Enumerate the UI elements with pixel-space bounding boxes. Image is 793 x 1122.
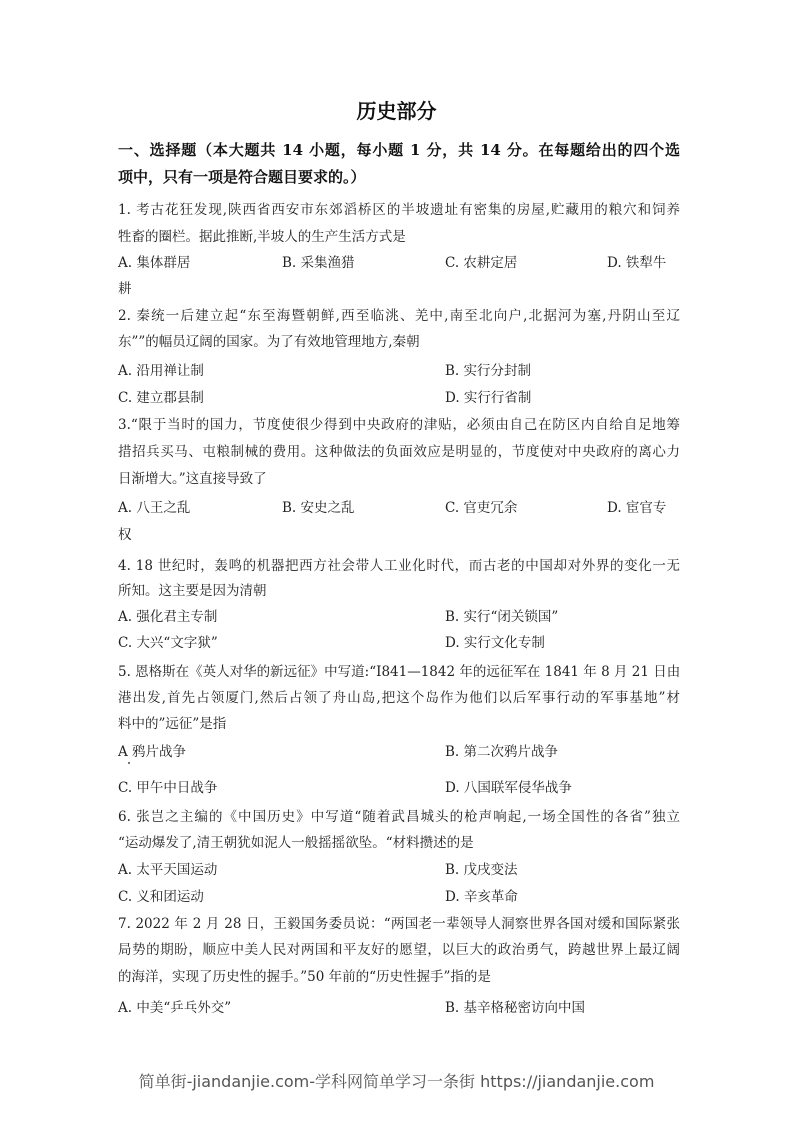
option-b: B. 实行分封制 <box>445 363 532 379</box>
option-c: C. 甲午中日战争 <box>118 780 218 796</box>
option-a: A. 沿用禅让制 <box>118 363 204 379</box>
option-d: D. 宦官专 <box>607 500 667 516</box>
option-d: D. 实行行省制 <box>445 390 532 406</box>
section-heading: 项中，只有一项是符合题目要求的。） <box>118 168 366 186</box>
option-a: A. 八王之乱 <box>118 500 191 516</box>
option-c: C. 大兴“文字狱” <box>118 635 218 651</box>
question-4-text: 4. 18 世纪时，轰鸣的机器把西方社会带人工业化时代，而古老的中国却对外界的变化一无 <box>118 558 680 574</box>
question-7-text: 的海洋，实现了历史性的握手。”50 年前的“历史性握手”指的是 <box>118 969 491 985</box>
option-a: A. 强化君主专制 <box>118 609 218 625</box>
option-c: C. 义和团运动 <box>118 889 204 905</box>
question-6-text: 6. 张岂之主编的《中国历史》中写道“随着武昌城头的枪声响起,一场全国性的各省”独立 <box>118 809 680 825</box>
option-c: C. 建立郡县制 <box>118 390 204 406</box>
option-a: A 鸦片战争 <box>118 744 187 760</box>
option-d: D. 八国联军侵华战争 <box>445 780 572 796</box>
option-a: A. 集体群居 <box>118 255 191 271</box>
question-3-text: 3.“限于当时的国力，节度使很少得到中央政府的津贴，必须由自己在防区内自给自足地筹 <box>118 417 680 433</box>
stray-dot <box>128 762 130 764</box>
question-3-text: 日渐增大。”这直接导致了 <box>118 471 267 487</box>
option-d: D. 实行文化专制 <box>445 635 545 651</box>
question-4-text: 所知。这主要是因为清朝 <box>118 583 267 599</box>
question-5-text: 港出发,首先占领厦门,然后占领了舟山岛,把这个岛作为他们以后军事行动的军事基地”材 <box>118 690 680 706</box>
question-5-text: 5. 恩格斯在《英人对华的新远征》中写道:“I841—1842 年的远征军在 1841 年 8 月 21 日由 <box>118 664 681 680</box>
option-b: B. 采集渔猎 <box>282 255 355 271</box>
option-d-wrap: 耕 <box>118 281 132 297</box>
page-title: 历史部分 <box>356 99 437 123</box>
question-5-text: 料中的”远征”是指 <box>118 716 227 732</box>
option-b: B. 安史之乱 <box>282 500 355 516</box>
question-7-text: 7. 2022 年 2 月 28 日，王毅国务委员说：“两国老一辈领导人洞察世界各国对缓和国际紧张 <box>118 916 680 932</box>
option-a: A. 中美“乒乓外交” <box>118 1000 232 1016</box>
option-a: A. 太平天国运动 <box>118 862 218 878</box>
option-c: C. 官吏冗余 <box>445 500 518 516</box>
question-1-text: 1. 考古花狂发现,陕西省西安市东郊滔桥区的半坡遗址有密集的房屋,贮藏用的粮穴和饲养 <box>118 202 680 218</box>
question-2-text: 东””的幅员辽阔的国家。为了有效地管理地方,秦朝 <box>118 334 420 350</box>
question-6-text: “运动爆发了,清王朝犹如泥人一般摇摇欲坠。“材料攒述的是 <box>118 835 474 851</box>
option-b: B. 实行“闭关锁国” <box>445 609 559 625</box>
option-b: B. 戊戌变法 <box>445 862 518 878</box>
option-d: D. 辛亥革命 <box>445 889 518 905</box>
section-heading: 一、选择题（本大题共 14 小题，每小题 1 分，共 14 分。在每题给出的四个选 <box>118 141 680 159</box>
question-7-text: 局势的期盼，顺应中美人民对两国和平友好的愿望，以巨大的政治勇气，跨越世界上最辽阔 <box>118 942 680 958</box>
option-d-wrap: 权 <box>118 527 132 543</box>
question-3-text: 措招兵买马、屯粮制械的费用。这种做法的负面效应是明显的，节度使对中央政府的离心力 <box>118 444 680 460</box>
option-b: B. 基辛格秘密访向中国 <box>445 1000 586 1016</box>
option-b: B. 第二次鸦片战争 <box>445 744 559 760</box>
option-d: D. 铁犁牛 <box>607 255 667 271</box>
question-2-text: 2. 秦统一后建立起“东至海暨朝鲜,西至临洮、羌中,南至北向户,北据河为塞,丹阴山至辽 <box>118 308 680 324</box>
option-c: C. 农耕定居 <box>445 255 518 271</box>
footer-watermark: 简单街-jiandanjie.com-学科网简单学习一条街 https://jiandanjie.com <box>138 1072 655 1091</box>
question-1-text: 牲畜的圈栏。据此推断,半坡人的生产生活方式是 <box>118 229 406 245</box>
